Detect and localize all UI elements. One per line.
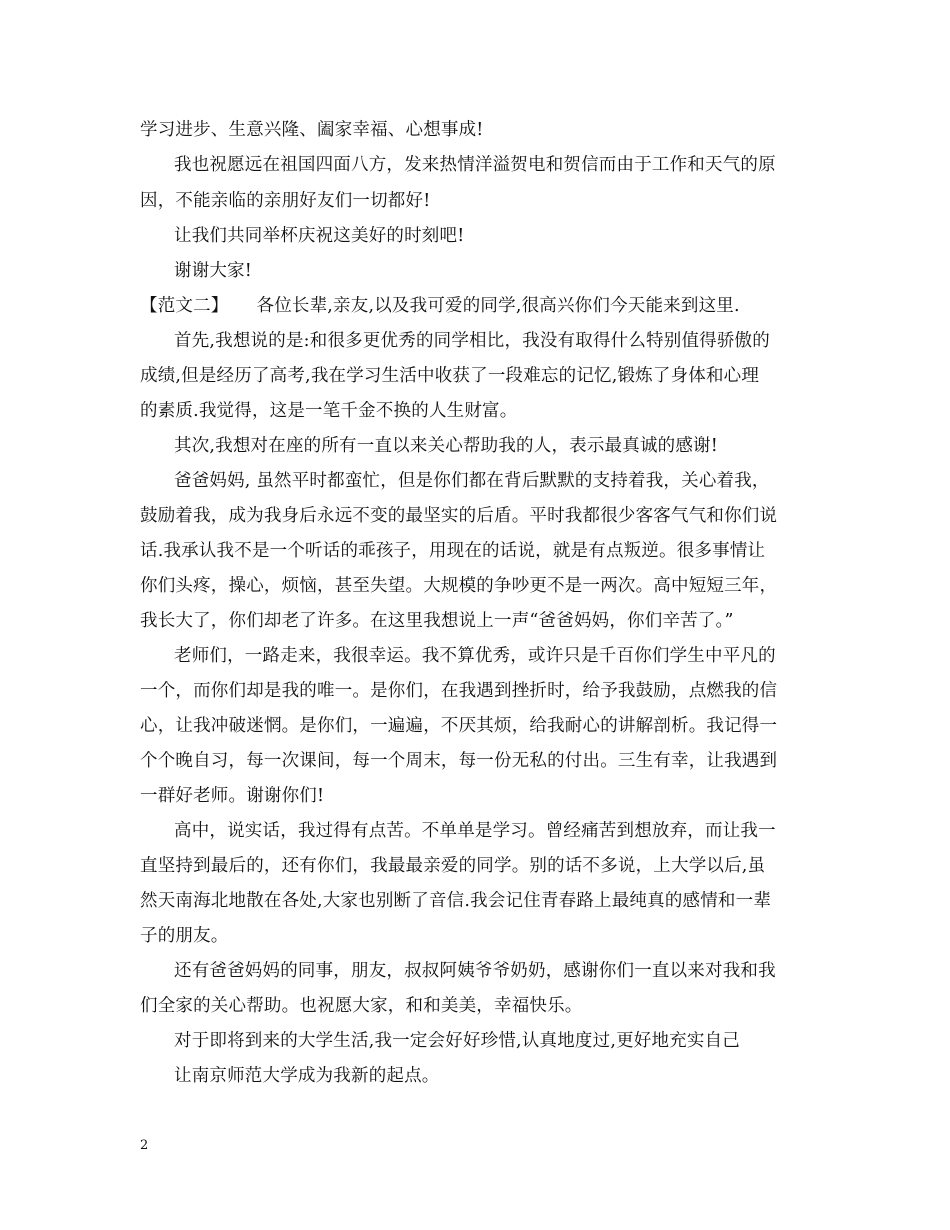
text-line: 老师们，一路走来，我很幸运。我不算优秀，或许只是千百你们学生中平凡的: [174, 646, 776, 666]
text-line: 成绩,但是经历了高考,我在学习生活中收获了一段难忘的记忆,锻炼了身体和心理: [140, 366, 760, 386]
page-number: 2: [140, 1138, 149, 1153]
text-line: 谢谢大家!: [174, 261, 253, 281]
text-line: 其次,我想对在座的所有一直以来关心帮助我的人，表示最真诚的感谢!: [174, 436, 718, 456]
section-intro: 各位长辈,亲友,以及我可爱的同学,很高兴你们今天能来到这里.: [256, 296, 740, 316]
text-line: 爸爸妈妈, 虽然平时都蛮忙，但是你们都在背后默默的支持着我，关心着我，: [174, 471, 770, 491]
text-line: 直坚持到最后的，还有你们，我最最亲爱的同学。别的话不多说，上大学以后,虽: [140, 856, 766, 876]
text-line: 学习进步、生意兴隆、阖家幸福、心想事成!: [140, 120, 484, 140]
text-line: 鼓励着我，成为我身后永远不变的最坚实的后盾。平时我都很少客客气气和你们说: [140, 506, 778, 526]
text-line: 还有爸爸妈妈的同事，朋友，叔叔阿姨爷爷奶奶，感谢你们一直以来对我和我: [174, 961, 776, 981]
section-heading-line: [140, 294, 740, 318]
text-line: 一个，而你们却是我的唯一。是你们，在我遇到挫折时，给予我鼓励，点燃我的信: [140, 681, 778, 701]
text-line: 然天南海北地散在各处,大家也别断了音信.我会记住青春路上最纯真的感情和一辈: [140, 891, 772, 911]
text-line: 的素质.我觉得，这是一笔千金不换的人生财富。: [140, 401, 518, 421]
section-tag: 【范文二】: [140, 296, 229, 316]
text-line: 我长大了，你们却老了许多。在这里我想说上一声“爸爸妈妈，你们辛苦了。”: [140, 611, 734, 631]
text-line: 心，让我冲破迷惘。是你们，一遍遍，不厌其烦，给我耐心的讲解剖析。我记得一: [140, 716, 778, 736]
text-line: 你们头疼，操心，烦恼，甚至失望。大规模的争吵更不是一两次。高中短短三年，: [140, 576, 778, 596]
text-line: 一群好老师。谢谢你们!: [140, 786, 325, 806]
text-line: 首先,我想说的是:和很多更优秀的同学相比，我没有取得什么特别值得骄傲的: [174, 331, 770, 351]
text-line: 话.我承认我不是一个听话的乖孩子，用现在的话说，就是有点叛逆。很多事情让: [140, 541, 766, 561]
text-line: 因，不能亲临的亲朋好友们一切都好!: [140, 191, 431, 211]
text-line: 高中，说实话，我过得有点苦。不单单是学习。曾经痛苦到想放弃，而让我一: [174, 821, 776, 841]
text-line: 个个晚自习，每一次课间，每一个周末，每一份无私的付出。三生有幸，让我遇到: [140, 751, 778, 771]
text-line: 子的朋友。: [140, 926, 229, 946]
text-line: 们全家的关心帮助。也祝愿大家，和和美美，幸福快乐。: [140, 996, 583, 1016]
text-line: 让我们共同举杯庆祝这美好的时刻吧!: [174, 226, 465, 246]
text-line: 我也祝愿远在祖国四面八方，发来热情洋溢贺电和贺信而由于工作和天气的原: [174, 155, 776, 175]
text-line: 对于即将到来的大学生活,我一定会好好珍惜,认真地度过,更好地充实自己: [174, 1031, 740, 1051]
text-line: 让南京师范大学成为我新的起点。: [174, 1066, 440, 1086]
